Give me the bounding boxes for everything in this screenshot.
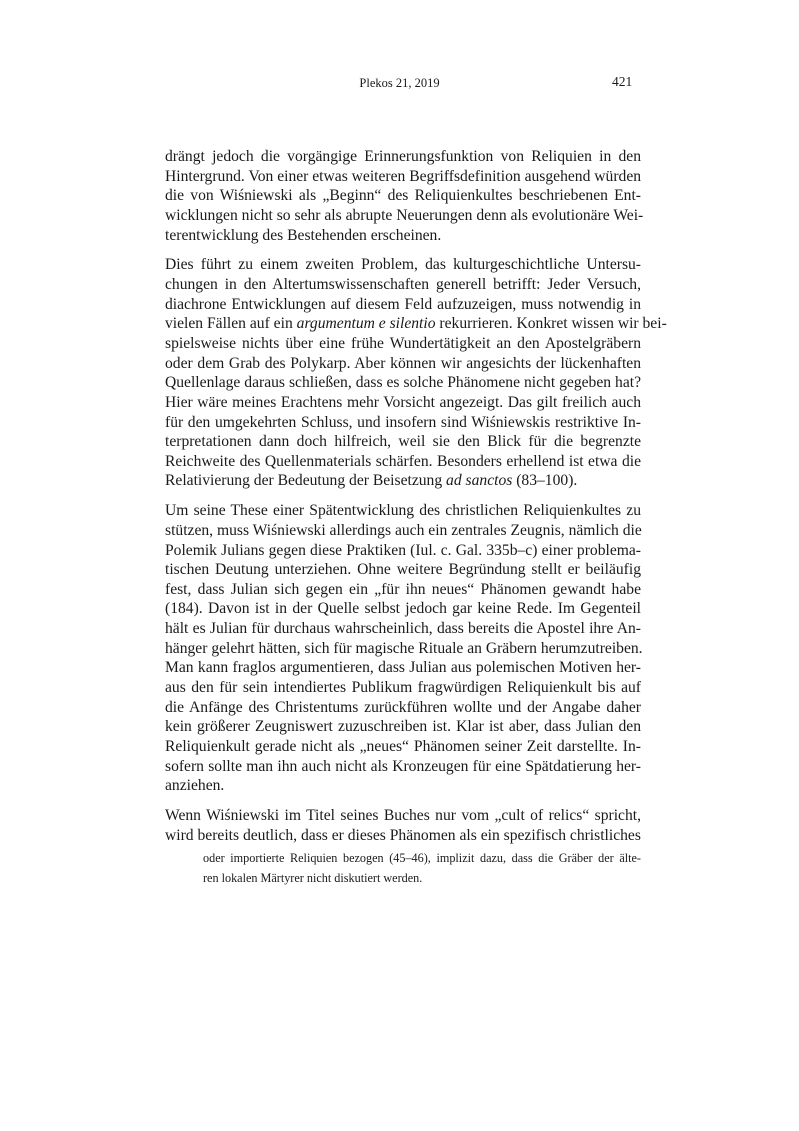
text-line [165, 501, 641, 521]
text-line [165, 275, 641, 295]
text-segment: anziehen. [165, 777, 225, 795]
text-segment: spielsweise nichts über eine frühe Wundertätigkeit an den Apostelgräbern [165, 334, 641, 352]
text-line [165, 147, 641, 167]
body-text [165, 147, 667, 856]
text-segment: Wenn Wiśniewski im Titel seines Buches nur vom „cult of relics“ spricht, [165, 807, 641, 825]
text-segment: vielen Fällen auf ein [165, 315, 297, 333]
text-segment: aus den für sein intendiertes Publikum fragwürdigen Reliquienkult bis auf [165, 679, 641, 697]
page-number: 421 [612, 74, 633, 89]
text-line [165, 226, 641, 246]
text-line [165, 717, 641, 737]
text-line [165, 186, 641, 206]
text-segment: diachrone Entwicklungen auf diesem Feld aufzuzeigen, muss notwendig in [165, 295, 641, 313]
text-segment: fest, dass Julian sich gegen ein „für ihn neues“ Phänomen gewandt habe [165, 580, 641, 598]
text-segment: terpretationen dann doch hilfreich, weil sie den Blick für die begrenzte [165, 433, 641, 451]
italic-text: ad sanctos [446, 472, 513, 490]
text-segment: Quellenlage daraus schließen, dass es solche Phänomene nicht gegeben hat? [165, 374, 641, 392]
text-line [165, 737, 641, 757]
text-line [165, 521, 641, 541]
text-segment: rekurrieren. Konkret wissen wir bei- [435, 315, 667, 333]
text-segment: Dies führt zu einem zweiten Problem, das kulturgeschichtliche Untersu- [165, 256, 641, 274]
text-segment: wicklungen nicht so sehr als abrupte Neuerungen denn als evolutionäre Wei- [165, 206, 644, 224]
text-segment: wird bereits deutlich, dass er dieses Phänomen als ein spezifisch christliches [165, 826, 641, 844]
text-segment: terentwicklung des Bestehenden erscheinen. [165, 226, 442, 244]
text-segment: die Anfänge des Christentums zurückführen wollte und der Angabe daher [165, 698, 641, 716]
text-line [165, 698, 641, 718]
text-line [165, 471, 641, 491]
text-segment: tischen Deutung unterziehen. Ohne weitere Begründung stellt er beiläufig [165, 561, 641, 579]
text-segment: Reichweite des Quellenmaterials schärfen. Besonders erhellend ist etwa die [165, 452, 641, 470]
text-segment: Reliquienkult gerade nicht als „neues“ Phänomen seiner Zeit darstellte. In- [165, 737, 641, 755]
text-line [165, 206, 644, 226]
text-line [165, 541, 641, 561]
text-line [165, 393, 641, 413]
text-segment: kein größerer Zeugniswert zuzuschreiben ist. Klar ist aber, dass Julian den [165, 718, 641, 736]
footnote [203, 850, 641, 889]
text-line [165, 757, 641, 777]
paragraph [165, 255, 667, 491]
text-line [165, 580, 641, 600]
text-segment: oder dem Grab des Polykarp. Aber können wir angesichts der lückenhaften [165, 354, 641, 372]
text-segment: (184). Davon ist in der Quelle selbst jedoch gar keine Rede. Im Gegenteil [165, 600, 641, 618]
footnote-line: oder importierte Reliquien bezogen (45–46), implizit dazu, dass die Gräber der älte- [203, 851, 641, 865]
text-line [165, 167, 641, 187]
text-segment: (83–100). [512, 472, 578, 490]
text-segment: stützen, muss Wiśniewski allerdings auch ein zentrales Zeugnis, nämlich die [165, 521, 642, 539]
text-segment: drängt jedoch die vorgängige Erinnerungsfunktion von Reliquien in den [165, 148, 641, 165]
text-segment: hänger gelehrt hätten, sich für magische Rituale an Gräbern herumzutreiben. [165, 639, 643, 657]
text-line [165, 452, 641, 472]
text-line [165, 806, 641, 826]
text-segment: hält es Julian für durchaus wahrscheinlich, dass bereits die Apostel ihre An- [165, 620, 641, 638]
text-line [165, 776, 641, 796]
paragraph [165, 501, 641, 796]
paragraph [165, 806, 641, 845]
text-line [165, 619, 641, 639]
text-line [165, 255, 641, 275]
text-line [165, 639, 641, 659]
text-line [165, 354, 641, 374]
text-segment: für den umgekehrten Schluss, und insofern sind Wiśniewskis restriktive In- [165, 413, 641, 431]
footnote-line: ren lokalen Märtyrer nicht diskutiert werden. [203, 870, 423, 885]
text-segment: chungen in den Altertumswissenschaften generell betrifft: Jeder Versuch, [165, 276, 641, 294]
text-segment: Hier wäre meines Erachtens mehr Vorsicht angezeigt. Das gilt freilich auch [165, 393, 641, 411]
text-line [165, 295, 641, 315]
text-segment: Polemik Julians gegen diese Praktiken (Iul. c. Gal. 335b–c) einer problema- [165, 541, 641, 559]
text-line [165, 826, 641, 846]
text-line [165, 373, 641, 393]
text-line [165, 678, 641, 698]
text-segment: Hintergrund. Von einer etwas weiteren Begriffsdefinition ausgehend würden [165, 167, 642, 185]
text-line [165, 560, 641, 580]
text-segment: Man kann fraglos argumentieren, dass Julian aus polemischen Motiven her- [165, 659, 641, 677]
text-segment: Um seine These einer Spätentwicklung des christlichen Reliquienkultes zu [165, 502, 641, 520]
text-segment: die von Wiśniewski als „Beginn“ des Reliquienkultes beschriebenen Ent- [165, 187, 641, 205]
running-header: Plekos 21, 2019 [359, 76, 440, 90]
italic-text: argumentum e silentio [296, 315, 436, 333]
paragraph [165, 147, 644, 245]
text-line [165, 413, 641, 433]
text-segment: Relativierung der Bedeutung der Beisetzung [165, 472, 447, 490]
text-line [165, 314, 667, 334]
text-line [165, 658, 641, 678]
text-line [165, 432, 641, 452]
text-segment: sofern sollte man ihn auch nicht als Kronzeugen für eine Spätdatierung her- [165, 757, 641, 775]
text-line [165, 334, 641, 354]
text-line [165, 599, 641, 619]
